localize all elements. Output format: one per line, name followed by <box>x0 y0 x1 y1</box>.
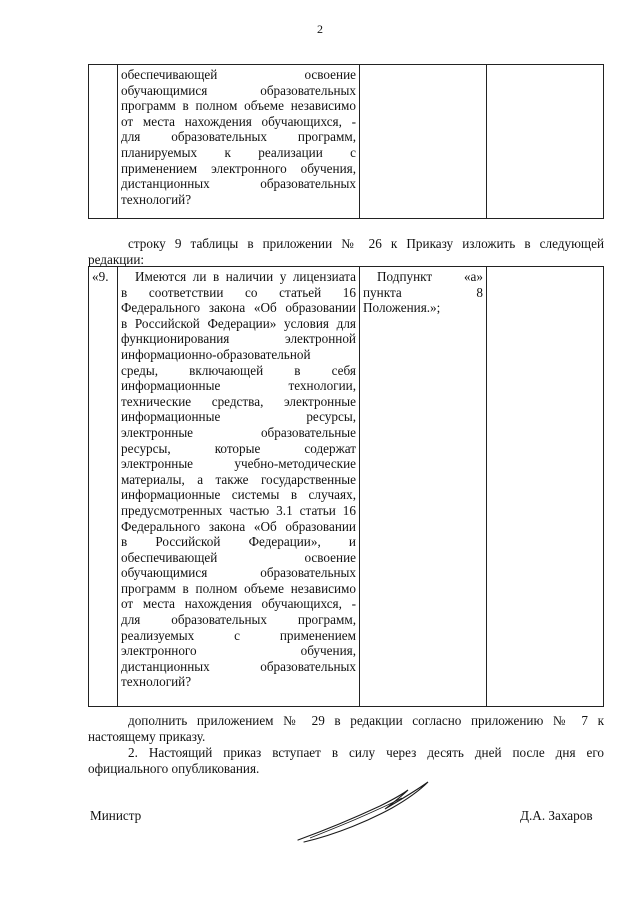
row-number-cell <box>89 267 118 707</box>
reference-text <box>363 269 483 316</box>
paragraph-line: 2. Настоящий приказ вступает в силу через десять дней после дня его <box>128 745 604 760</box>
table-continuation <box>88 64 604 219</box>
text-line: обеспечивающей освоение <box>121 67 356 82</box>
paragraph-add-appendix <box>88 713 604 745</box>
paragraph-amend-row-9 <box>88 236 604 268</box>
paragraph-line: настоящему приказу. <box>88 729 206 744</box>
question-text <box>121 67 356 207</box>
text-line: обучающимися образовательных <box>121 82 356 98</box>
text-line: Федерального закона «Об образовании <box>121 518 356 534</box>
table-row <box>89 65 604 219</box>
row-number-cell <box>89 65 118 219</box>
empty-cell <box>487 267 604 707</box>
text-line: предусмотренных частью 3.1 статьи 16 <box>121 502 356 518</box>
signatory-name: Д.А. Захаров <box>520 808 593 823</box>
empty-cell <box>487 65 604 219</box>
text-line: программ в полном объеме независимо <box>121 98 356 114</box>
text-line: реализуемых с применением <box>121 627 356 643</box>
text-line: технологий? <box>121 674 192 690</box>
table-new-row-9 <box>88 266 604 707</box>
text-line: материалы, а также государственные <box>121 471 356 487</box>
text-line: пункта 8 <box>363 284 483 300</box>
text-line: в соответствии со статьей 16 <box>121 284 356 300</box>
row-number: «9. <box>92 269 109 284</box>
text-line: дистанционных образовательных <box>121 658 356 674</box>
question-cell <box>118 267 360 707</box>
text-line: среды, включающей в себя <box>121 362 356 378</box>
text-line: Федерального закона «Об образовании <box>121 300 356 316</box>
question-text <box>121 269 356 690</box>
text-line: функционирования электронной <box>121 331 356 347</box>
reference-cell <box>360 65 487 219</box>
paragraph-effective-date <box>88 745 604 777</box>
text-line: в Российской Федерации», и <box>121 534 356 550</box>
text-line: планируемых к реализации с <box>121 144 356 160</box>
text-line: обеспечивающей освоение <box>121 549 356 565</box>
text-line: технологий? <box>121 191 192 207</box>
paragraph-line: официального опубликования. <box>88 761 260 776</box>
text-line: для образовательных программ, <box>121 612 356 628</box>
text-line: технические средства, электронные <box>121 393 356 409</box>
text-line: ресурсы, которые содержат <box>121 440 356 456</box>
text-line: информационные технологии, <box>121 378 356 394</box>
text-line: применением электронного обучения, <box>121 160 356 176</box>
paragraph-line: дополнить приложением № 29 в редакции согласно приложению № 7 к <box>128 713 604 728</box>
text-line: Имеются ли в наличии у лицензиата <box>135 269 356 284</box>
question-cell <box>118 65 360 219</box>
reference-cell <box>360 267 487 707</box>
text-line: Положения.»; <box>363 300 441 316</box>
handwritten-signature <box>290 776 440 846</box>
text-line: Подпункт «а» <box>377 269 483 284</box>
text-line: в Российской Федерации» условия для <box>121 315 356 331</box>
table-row <box>89 267 604 707</box>
text-line: программ в полном объеме независимо <box>121 580 356 596</box>
text-line: дистанционных образовательных <box>121 176 356 192</box>
text-line: обучающимися образовательных <box>121 565 356 581</box>
signatory-title: Министр <box>90 808 142 823</box>
text-line: электронные образовательные <box>121 424 356 440</box>
text-line: электронного обучения, <box>121 643 356 659</box>
text-line: электронные учебно-методические <box>121 456 356 472</box>
text-line: для образовательных программ, <box>121 129 356 145</box>
text-line: информационные системы в случаях, <box>121 487 356 503</box>
text-line: информационно-образовательной <box>121 346 311 362</box>
paragraph-line: редакции: <box>88 252 145 267</box>
text-line: от места нахождения обучающихся, - <box>121 113 356 129</box>
text-line: от места нахождения обучающихся, - <box>121 596 356 612</box>
paragraph-line: строку 9 таблицы в приложении № 26 к Приказу изложить в следующей <box>128 236 604 251</box>
page-number: 2 <box>317 22 323 36</box>
text-line: информационные ресурсы, <box>121 409 356 425</box>
